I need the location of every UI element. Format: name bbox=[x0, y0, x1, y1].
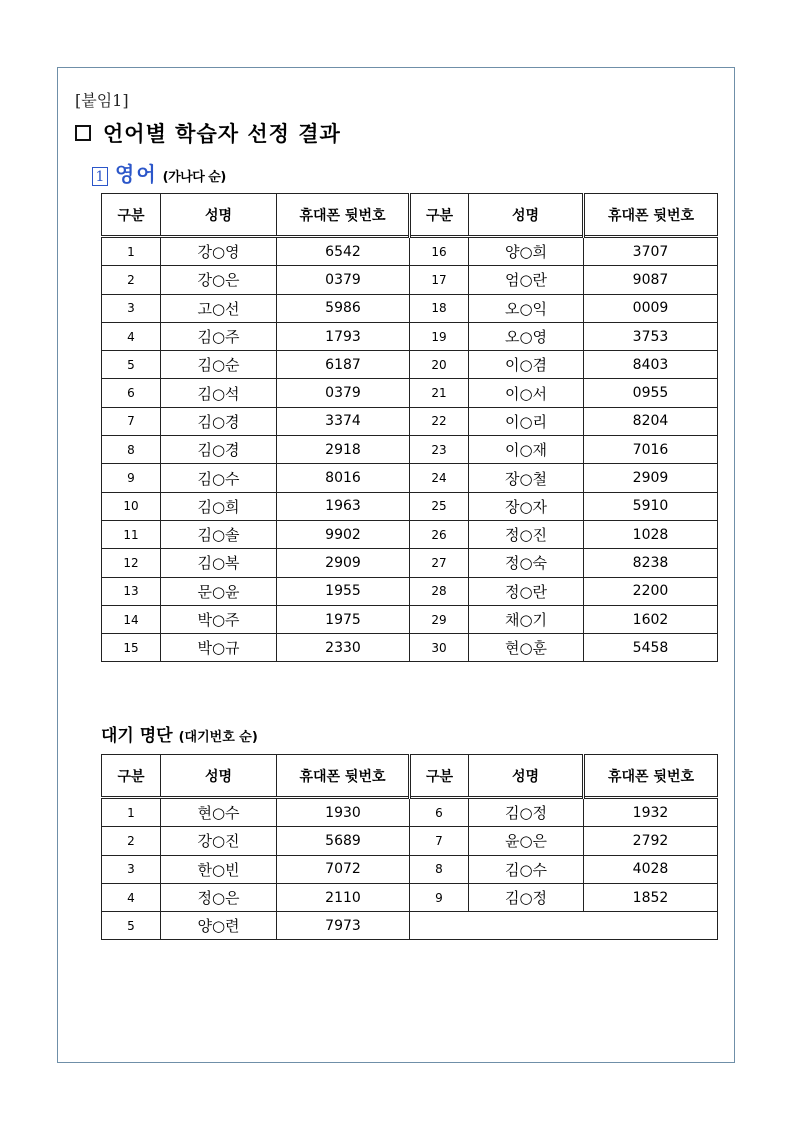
checkbox-icon bbox=[75, 125, 91, 141]
row-number: 21 bbox=[410, 379, 469, 407]
col-header-phone: 휴대폰 뒷번호 bbox=[277, 755, 410, 798]
row-number: 2 bbox=[102, 827, 161, 855]
row-number: 22 bbox=[410, 407, 469, 435]
learner-name: 김○솔 bbox=[161, 520, 277, 548]
row-number: 3 bbox=[102, 855, 161, 883]
row-number: 17 bbox=[410, 266, 469, 294]
phone-last-digits: 3753 bbox=[584, 322, 718, 350]
row-number: 4 bbox=[102, 883, 161, 911]
page-title: 언어별 학습자 선정 결과 bbox=[103, 122, 341, 146]
learner-name: 엄○란 bbox=[469, 266, 584, 294]
row-number: 14 bbox=[102, 605, 161, 633]
col-header-phone: 휴대폰 뒷번호 bbox=[277, 194, 410, 237]
table-row bbox=[102, 464, 718, 492]
row-number: 26 bbox=[410, 520, 469, 548]
learner-name: 정○란 bbox=[469, 577, 584, 605]
phone-last-digits: 3707 bbox=[584, 237, 718, 266]
waitlist-title: 대기 명단 bbox=[101, 726, 173, 746]
row-number: 20 bbox=[410, 351, 469, 379]
learner-name: 한○빈 bbox=[161, 855, 277, 883]
table-row bbox=[102, 492, 718, 520]
learner-name: 고○선 bbox=[161, 294, 277, 322]
table-row bbox=[102, 605, 718, 633]
row-number: 2 bbox=[102, 266, 161, 294]
phone-last-digits: 7072 bbox=[277, 855, 410, 883]
learner-name: 김○경 bbox=[161, 436, 277, 464]
table-row bbox=[102, 351, 718, 379]
table-header-row bbox=[102, 755, 718, 798]
empty-cell bbox=[410, 912, 718, 940]
row-number: 10 bbox=[102, 492, 161, 520]
learner-name: 강○은 bbox=[161, 266, 277, 294]
phone-last-digits: 6187 bbox=[277, 351, 410, 379]
row-number: 4 bbox=[102, 322, 161, 350]
selected-learners-table bbox=[101, 193, 718, 662]
phone-last-digits: 2918 bbox=[277, 436, 410, 464]
row-number: 9 bbox=[102, 464, 161, 492]
table-row bbox=[102, 407, 718, 435]
phone-last-digits: 8204 bbox=[584, 407, 718, 435]
phone-last-digits: 1932 bbox=[584, 798, 718, 827]
col-header-no: 구분 bbox=[410, 755, 469, 798]
learner-name: 김○경 bbox=[161, 407, 277, 435]
learner-name: 양○희 bbox=[469, 237, 584, 266]
learner-name: 현○수 bbox=[161, 798, 277, 827]
row-number: 5 bbox=[102, 351, 161, 379]
row-number: 24 bbox=[410, 464, 469, 492]
col-header-name: 성명 bbox=[469, 755, 584, 798]
learner-name: 장○철 bbox=[469, 464, 584, 492]
phone-last-digits: 1955 bbox=[277, 577, 410, 605]
phone-last-digits: 0955 bbox=[584, 379, 718, 407]
table-row bbox=[102, 520, 718, 548]
row-number: 13 bbox=[102, 577, 161, 605]
col-header-no: 구분 bbox=[102, 194, 161, 237]
learner-name: 정○숙 bbox=[469, 549, 584, 577]
phone-last-digits: 9087 bbox=[584, 266, 718, 294]
col-header-no: 구분 bbox=[102, 755, 161, 798]
learner-name: 윤○은 bbox=[469, 827, 584, 855]
phone-last-digits: 3374 bbox=[277, 407, 410, 435]
learner-name: 정○진 bbox=[469, 520, 584, 548]
row-number: 8 bbox=[102, 436, 161, 464]
learner-name: 강○진 bbox=[161, 827, 277, 855]
table-row bbox=[102, 855, 718, 883]
learner-name: 양○련 bbox=[161, 912, 277, 940]
phone-last-digits: 5689 bbox=[277, 827, 410, 855]
learner-name: 이○겸 bbox=[469, 351, 584, 379]
phone-last-digits: 1602 bbox=[584, 605, 718, 633]
phone-last-digits: 6542 bbox=[277, 237, 410, 266]
learner-name: 김○순 bbox=[161, 351, 277, 379]
learner-name: 김○석 bbox=[161, 379, 277, 407]
col-header-name: 성명 bbox=[469, 194, 584, 237]
learner-name: 정○은 bbox=[161, 883, 277, 911]
section-english-heading bbox=[92, 158, 226, 187]
learner-name: 박○주 bbox=[161, 605, 277, 633]
phone-last-digits: 0379 bbox=[277, 379, 410, 407]
row-number: 5 bbox=[102, 912, 161, 940]
phone-last-digits: 1852 bbox=[584, 883, 718, 911]
learner-name: 이○리 bbox=[469, 407, 584, 435]
learner-name: 김○수 bbox=[161, 464, 277, 492]
learner-name: 강○영 bbox=[161, 237, 277, 266]
learner-name: 김○정 bbox=[469, 798, 584, 827]
phone-last-digits: 1028 bbox=[584, 520, 718, 548]
col-header-no: 구분 bbox=[410, 194, 469, 237]
phone-last-digits: 0379 bbox=[277, 266, 410, 294]
row-number: 1 bbox=[102, 237, 161, 266]
row-number: 3 bbox=[102, 294, 161, 322]
phone-last-digits: 2330 bbox=[277, 634, 410, 662]
section-waitlist-heading bbox=[101, 721, 258, 746]
row-number: 30 bbox=[410, 634, 469, 662]
table-row bbox=[102, 912, 718, 940]
phone-last-digits: 0009 bbox=[584, 294, 718, 322]
phone-last-digits: 5458 bbox=[584, 634, 718, 662]
row-number: 11 bbox=[102, 520, 161, 548]
table-row bbox=[102, 436, 718, 464]
phone-last-digits: 2200 bbox=[584, 577, 718, 605]
phone-last-digits: 1793 bbox=[277, 322, 410, 350]
col-header-phone: 휴대폰 뒷번호 bbox=[584, 755, 718, 798]
table-row bbox=[102, 634, 718, 662]
col-header-name: 성명 bbox=[161, 194, 277, 237]
row-number: 6 bbox=[410, 798, 469, 827]
table-row bbox=[102, 266, 718, 294]
waitlist-table bbox=[101, 754, 718, 940]
page-heading bbox=[75, 118, 341, 148]
row-number: 28 bbox=[410, 577, 469, 605]
learner-name: 이○재 bbox=[469, 436, 584, 464]
phone-last-digits: 9902 bbox=[277, 520, 410, 548]
phone-last-digits: 2909 bbox=[584, 464, 718, 492]
phone-last-digits: 4028 bbox=[584, 855, 718, 883]
learner-name: 김○정 bbox=[469, 883, 584, 911]
learner-name: 채○기 bbox=[469, 605, 584, 633]
phone-last-digits: 7016 bbox=[584, 436, 718, 464]
row-number: 15 bbox=[102, 634, 161, 662]
table-row bbox=[102, 237, 718, 266]
row-number: 25 bbox=[410, 492, 469, 520]
section-number-box: 1 bbox=[92, 167, 108, 186]
table-row bbox=[102, 577, 718, 605]
phone-last-digits: 5910 bbox=[584, 492, 718, 520]
table-row bbox=[102, 798, 718, 827]
row-number: 9 bbox=[410, 883, 469, 911]
attachment-label: [붙임1] bbox=[75, 91, 129, 110]
section-order-note: (가나다 순) bbox=[162, 170, 226, 185]
learner-name: 오○익 bbox=[469, 294, 584, 322]
table-row bbox=[102, 379, 718, 407]
learner-name: 장○자 bbox=[469, 492, 584, 520]
phone-last-digits: 1963 bbox=[277, 492, 410, 520]
section-language: 영어 bbox=[115, 162, 158, 186]
row-number: 1 bbox=[102, 798, 161, 827]
learner-name: 문○윤 bbox=[161, 577, 277, 605]
learner-name: 김○복 bbox=[161, 549, 277, 577]
row-number: 7 bbox=[102, 407, 161, 435]
row-number: 29 bbox=[410, 605, 469, 633]
col-header-phone: 휴대폰 뒷번호 bbox=[584, 194, 718, 237]
row-number: 19 bbox=[410, 322, 469, 350]
row-number: 27 bbox=[410, 549, 469, 577]
phone-last-digits: 8238 bbox=[584, 549, 718, 577]
row-number: 12 bbox=[102, 549, 161, 577]
phone-last-digits: 7973 bbox=[277, 912, 410, 940]
table-header-row bbox=[102, 194, 718, 237]
learner-name: 김○수 bbox=[469, 855, 584, 883]
learner-name: 김○희 bbox=[161, 492, 277, 520]
waitlist-order-note: (대기번호 순) bbox=[178, 730, 258, 745]
table-row bbox=[102, 883, 718, 911]
table-row bbox=[102, 827, 718, 855]
phone-last-digits: 1975 bbox=[277, 605, 410, 633]
table-row bbox=[102, 294, 718, 322]
learner-name: 박○규 bbox=[161, 634, 277, 662]
learner-name: 김○주 bbox=[161, 322, 277, 350]
phone-last-digits: 2909 bbox=[277, 549, 410, 577]
row-number: 7 bbox=[410, 827, 469, 855]
table-row bbox=[102, 322, 718, 350]
phone-last-digits: 8016 bbox=[277, 464, 410, 492]
learner-name: 오○영 bbox=[469, 322, 584, 350]
row-number: 6 bbox=[102, 379, 161, 407]
phone-last-digits: 5986 bbox=[277, 294, 410, 322]
learner-name: 이○서 bbox=[469, 379, 584, 407]
phone-last-digits: 8403 bbox=[584, 351, 718, 379]
phone-last-digits: 2792 bbox=[584, 827, 718, 855]
table-row bbox=[102, 549, 718, 577]
learner-name: 현○훈 bbox=[469, 634, 584, 662]
row-number: 16 bbox=[410, 237, 469, 266]
row-number: 23 bbox=[410, 436, 469, 464]
phone-last-digits: 1930 bbox=[277, 798, 410, 827]
phone-last-digits: 2110 bbox=[277, 883, 410, 911]
col-header-name: 성명 bbox=[161, 755, 277, 798]
row-number: 8 bbox=[410, 855, 469, 883]
row-number: 18 bbox=[410, 294, 469, 322]
